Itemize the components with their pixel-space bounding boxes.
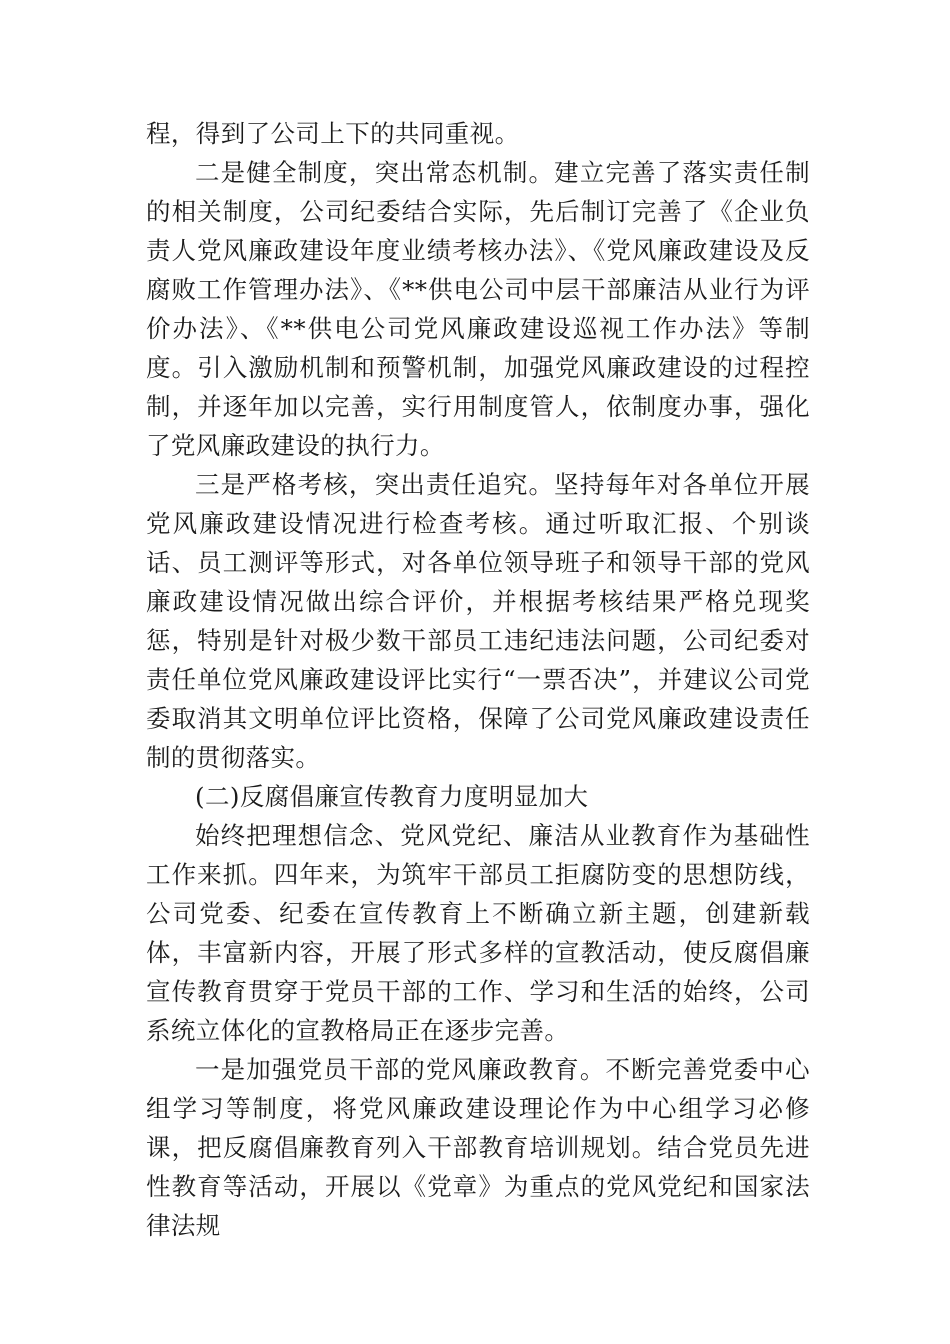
- paragraph-strict-assessment: 三是严格考核，突出责任追究。坚持每年对各单位开展党风廉政建设情况进行检查考核。通过听取汇报、个别谈话、员工测评等形式，对各单位领导班子和领导干部的党风廉政建设情况做出综合评价，并根据考核结果严格兑现奖惩，特别是针对极少数干部员工违纪违法问题，公司纪委对责任单位党风廉政建设评比实行“一票否决”，并建议公司党委取消其文明单位评比资格，保障了公司党风廉政建设责任制的贯彻落实。: [146, 470, 810, 772]
- paragraph-improve-system: 二是健全制度，突出常态机制。建立完善了落实责任制的相关制度，公司纪委结合实际，先后制订完善了《企业负责人党风廉政建设年度业绩考核办法》、《党风廉政建设及反腐败工作管理办法》、《**供电公司中层干部廉洁从业行为评价办法》、《**供电公司党风廉政建设巡视工作办法》等制度。引入激励机制和预警机制，加强党风廉政建设的过程控制，并逐年加以完善，实行用制度管人，依制度办事，强化了党风廉政建设的执行力。: [146, 158, 810, 460]
- paragraph-education-overview: 始终把理想信念、党风党纪、廉洁从业教育作为基础性工作来抓。四年来，为筑牢干部员工拒腐防变的思想防线，公司党委、纪委在宣传教育上不断确立新主题，创建新载体，丰富新内容，开展了形式多样的宣教活动，使反腐倡廉宣传教育贯穿于党员干部的工作、学习和生活的始终，公司系统立体化的宣教格局正在逐步完善。: [146, 821, 810, 1045]
- paragraph-party-education: 一是加强党员干部的党风廉政教育。不断完善党委中心组学习等制度，将党风廉政建设理论作为中心组学习必修课，把反腐倡廉教育列入干部教育培训规划。结合党员先进性教育等活动，开展以《党章》为重点的党风党纪和国家法律法规: [146, 1055, 810, 1240]
- section-heading: (二)反腐倡廉宣传教育力度明显加大: [195, 782, 589, 811]
- paragraph-continuation: 程，得到了公司上下的共同重视。: [146, 119, 520, 148]
- document-body: [146, 114, 810, 1245]
